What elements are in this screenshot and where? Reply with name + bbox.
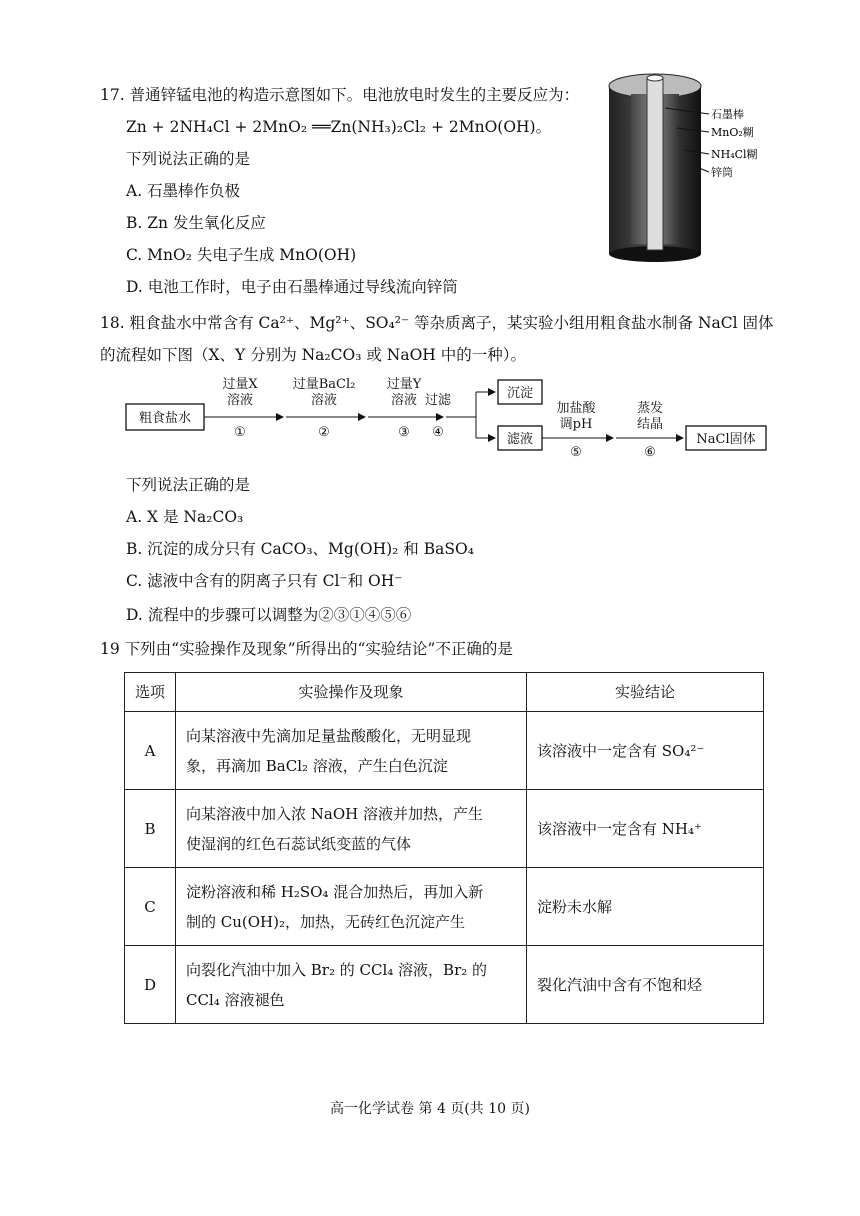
- operation-line: 向某溶液中先滴加足量盐酸酸化，无明显现: [186, 726, 472, 745]
- row-option: D: [125, 946, 176, 1024]
- label-nh4cl: NH₄Cl糊: [711, 148, 758, 161]
- header-option: 选项: [125, 673, 176, 712]
- row-operation: [176, 790, 527, 868]
- q19-table: [124, 672, 764, 1024]
- row-option: C: [125, 868, 176, 946]
- row-operation: [176, 946, 527, 1024]
- operation-line: CCl₄ 溶液褪色: [186, 990, 285, 1009]
- row-option: B: [125, 790, 176, 868]
- flow-filtrate: 滤液: [506, 432, 534, 447]
- operation-line: 使湿润的红色石蕊试纸变蓝的气体: [186, 834, 412, 853]
- step1-top-2: 溶液: [226, 393, 254, 408]
- process-flow-diagram: [120, 372, 800, 464]
- label-mno2: MnO₂糊: [711, 126, 754, 139]
- step4-num: ④: [432, 425, 444, 440]
- step6-top-2: 结晶: [636, 417, 664, 432]
- row-operation: [176, 712, 527, 790]
- q19-stem: 19 下列由“实验操作及现象”所得出的“实验结论”不正确的是: [100, 640, 513, 658]
- step3-num: ③: [398, 425, 410, 440]
- header-operation: 实验操作及现象: [176, 673, 527, 712]
- row-conclusion: 该溶液中一定含有 NH₄⁺: [527, 790, 764, 868]
- q17-option-d: D. 电池工作时，电子由石墨棒通过导线流向锌筒: [126, 278, 458, 296]
- q18-option-a: A. X 是 Na₂CO₃: [126, 508, 244, 526]
- q17-option-a: A. 石墨棒作负极: [126, 182, 241, 200]
- row-operation: [176, 868, 527, 946]
- row-conclusion: 裂化汽油中含有不饱和烃: [527, 946, 764, 1024]
- page-footer: 高一化学试卷 第 4 页(共 10 页): [330, 1101, 530, 1117]
- step3-top-1: 过量Y: [386, 377, 422, 392]
- row-conclusion: 该溶液中一定含有 SO₄²⁻: [527, 712, 764, 790]
- operation-line: 淀粉溶液和稀 H₂SO₄ 混合加热后，再加入新: [186, 882, 484, 901]
- table-header-row: [125, 673, 764, 712]
- operation-line: 象，再滴加 BaCl₂ 溶液，产生白色沉淀: [186, 756, 448, 775]
- flow-end: NaCl固体: [696, 432, 756, 447]
- q17-option-b: B. Zn 发生氧化反应: [126, 214, 266, 232]
- step1-top-1: 过量X: [222, 377, 258, 392]
- q17-prompt: 下列说法正确的是: [126, 150, 251, 168]
- operation-line: 制的 Cu(OH)₂，加热，无砖红色沉淀产生: [186, 912, 466, 931]
- step5-top-1: 加盐酸: [556, 401, 596, 416]
- step3-top-2: 溶液: [390, 393, 418, 408]
- operation-line: 向裂化汽油中加入 Br₂ 的 CCl₄ 溶液，Br₂ 的: [186, 960, 488, 979]
- graphite-rod: [647, 78, 663, 250]
- row-conclusion: 淀粉未水解: [527, 868, 764, 946]
- label-zinc: 锌筒: [711, 166, 733, 179]
- q18-stem-line1: 18. 粗食盐水中常含有 Ca²⁺、Mg²⁺、SO₄²⁻ 等杂质离子，某实验小组用粗食盐水制备 NaCl 固体: [100, 314, 774, 332]
- table-row: [125, 868, 764, 946]
- battery-diagram: [605, 68, 765, 263]
- step5-top-2: 调pH: [559, 417, 593, 432]
- q17-option-c: C. MnO₂ 失电子生成 MnO(OH): [126, 246, 357, 264]
- row-option: A: [125, 712, 176, 790]
- step4-top: 过滤: [424, 393, 452, 408]
- step2-top-2: 溶液: [310, 393, 338, 408]
- q17-equation: Zn + 2NH₄Cl + 2MnO₂ ══Zn(NH₃)₂Cl₂ + 2MnO(OH)。: [126, 118, 552, 136]
- table-row: [125, 946, 764, 1024]
- step1-num: ①: [234, 425, 246, 440]
- operation-line: 向某溶液中加入浓 NaOH 溶液并加热，产生: [186, 804, 483, 823]
- q17-stem: 17. 普通锌锰电池的构造示意图如下。电池放电时发生的主要反应为：: [100, 86, 580, 104]
- flow-start: 粗食盐水: [138, 411, 192, 426]
- step2-top-1: 过量BaCl₂: [292, 377, 356, 392]
- q18-option-c: C. 滤液中含有的阴离子只有 Cl⁻和 OH⁻: [126, 572, 403, 590]
- table-row: [125, 712, 764, 790]
- table-row: [125, 790, 764, 868]
- q18-option-b: B. 沉淀的成分只有 CaCO₃、Mg(OH)₂ 和 BaSO₄: [126, 540, 474, 558]
- q18-prompt: 下列说法正确的是: [126, 476, 251, 494]
- step6-top-1: 蒸发: [636, 401, 664, 416]
- label-graphite: 石墨棒: [711, 108, 744, 121]
- header-conclusion: 实验结论: [527, 673, 764, 712]
- q18-option-d: D. 流程中的步骤可以调整为②③①④⑤⑥: [126, 606, 412, 624]
- flow-precipitate: 沉淀: [506, 386, 534, 401]
- step6-num: ⑥: [644, 445, 656, 460]
- step5-num: ⑤: [570, 445, 582, 460]
- q18-stem-line2: 的流程如下图（X、Y 分别为 Na₂CO₃ 或 NaOH 中的一种）。: [100, 346, 526, 364]
- step2-num: ②: [318, 425, 330, 440]
